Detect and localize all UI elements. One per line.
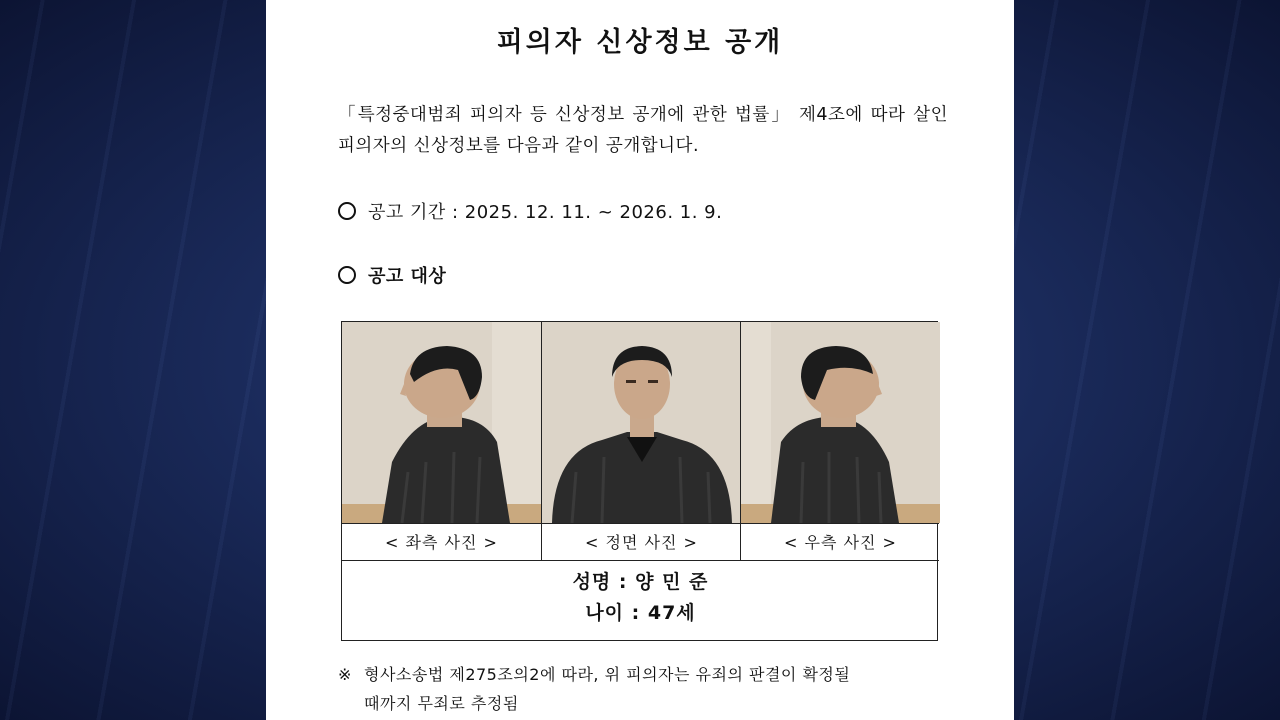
document-title: 피의자 신상정보 공개 [496, 27, 784, 58]
front-photo [541, 322, 741, 523]
photo-caption-row [342, 523, 939, 561]
reference-mark: ※ [338, 665, 352, 684]
background-left [0, 0, 266, 720]
presumption-note [338, 660, 946, 718]
note-line-2: 때까지 무죄로 추정됨 [364, 694, 519, 713]
circle-bullet-icon [338, 266, 356, 284]
right-photo-caption: < 우측 사진 > [740, 524, 940, 561]
document-page [266, 0, 1014, 720]
right-profile-photo [740, 322, 940, 523]
suspect-details [342, 567, 939, 629]
note-line-1: 형사소송법 제275조의2에 따라, 위 피의자는 유죄의 판결이 확정될 [364, 665, 851, 684]
target-item [338, 262, 446, 288]
left-profile-photo [342, 322, 541, 523]
suspect-age: 나이 : 47세 [585, 602, 696, 624]
intro-paragraph: 「특정중대범죄 피의자 등 신상정보 공개에 관한 법률」 제4조에 따라 살인 피의자의 신상정보를 다음과 같이 공개합니다. [338, 105, 948, 156]
target-text: 공고 대상 [368, 266, 447, 287]
period-text: 공고 기간 : 2025. 12. 11. ~ 2026. 1. 9. [368, 202, 723, 223]
left-photo-caption: < 좌측 사진 > [385, 533, 498, 552]
circle-bullet-icon [338, 202, 356, 220]
period-item [338, 198, 722, 224]
front-photo-caption: < 정면 사진 > [541, 524, 741, 561]
suspect-name: 성명 : 양 민 준 [572, 571, 709, 593]
background-right [1014, 0, 1280, 720]
suspect-info-table [341, 321, 938, 641]
